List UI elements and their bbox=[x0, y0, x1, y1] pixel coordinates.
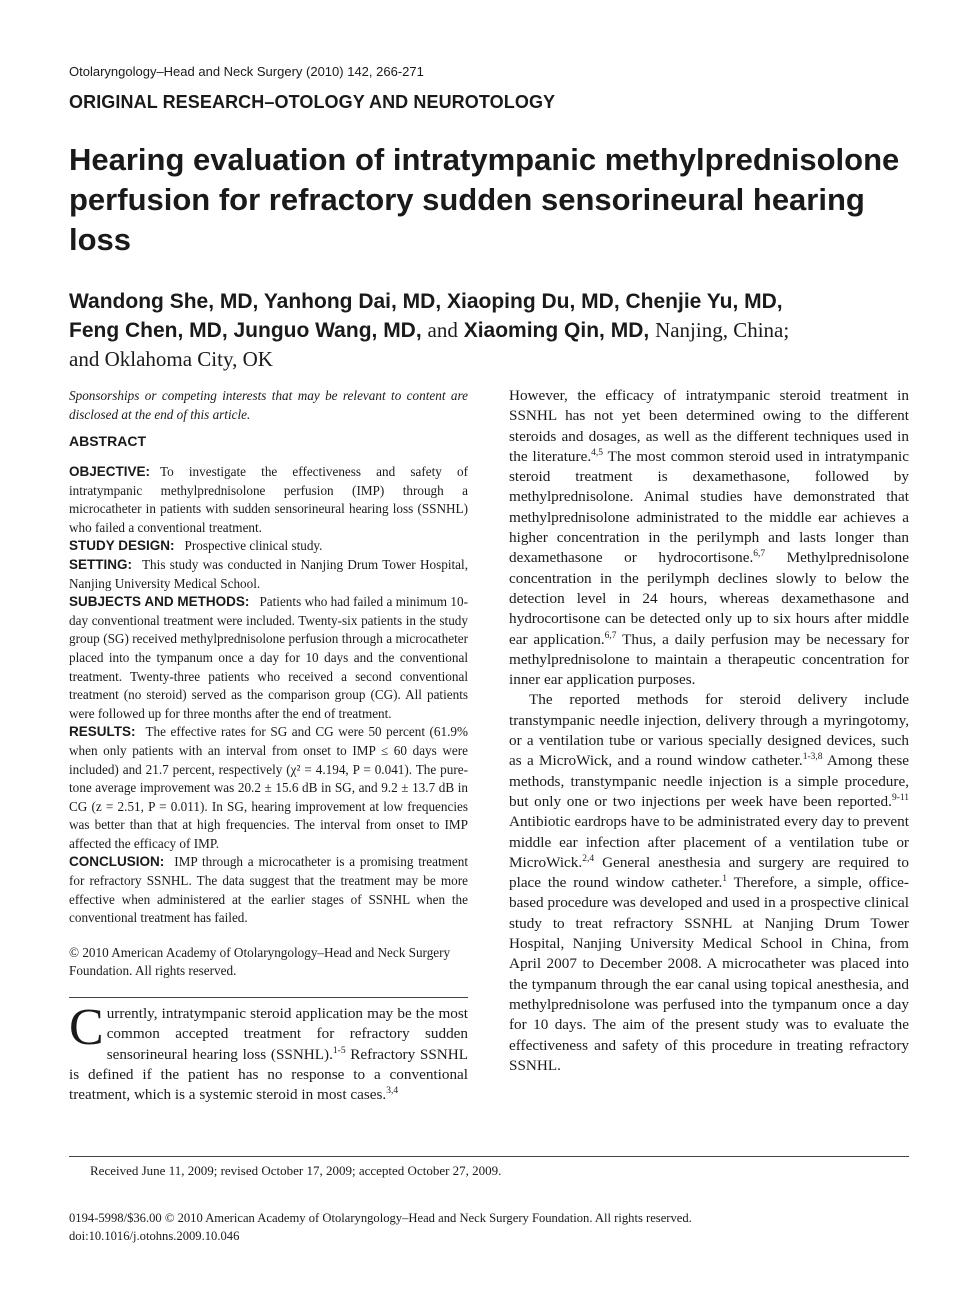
body-text: General anesthesia and surgery are required to place the round window catheter. bbox=[509, 853, 909, 892]
footer-divider bbox=[69, 1156, 909, 1157]
citation-ref: 1-5 bbox=[332, 1045, 346, 1056]
body-text: Antibiotic eardrops have to be administrated every day to prevent middle ear infection after placement of a ventilation tube or MicroWick. bbox=[509, 813, 909, 871]
citation-ref: 4,5 bbox=[591, 447, 603, 458]
body-text: Among these methods, transtympanic needle injection is a simple procedure, but only one or two injections per week have been reported. bbox=[509, 752, 909, 810]
abstract-text: The effective rates for SG and CG were 50 percent (61.9% when only patients with an interval from onset to IMP ≤ 60 days were included) and 21.7 percent, respectively (χ² = 4.194, P = 0.041). The pure-tone average improvement was 20.2 ± 15.6 dB in SG, and 9.2 ± 13.7 dB in CG (z = 2.51, P = 0.011). In SG, hearing improvement at low frequencies was better than that at high frequencies. The interval from onset to IMP affected the efficacy of IMP. bbox=[69, 724, 468, 851]
citation-ref: 9-11 bbox=[891, 792, 909, 803]
section-heading: ORIGINAL RESEARCH–OTOLOGY AND NEUROTOLOGY bbox=[69, 92, 556, 112]
abstract-study-design bbox=[69, 537, 468, 556]
body-paragraph-2 bbox=[509, 690, 909, 1076]
abstract-objective bbox=[69, 463, 468, 537]
doi-link[interactable]: doi:10.1016/j.otohns.2009.10.046 bbox=[69, 1229, 240, 1243]
body-text: Therefore, a simple, office-based procedure was developed and used in a prospective clinical study to treat refractory SSNHL at Nanjing Drum Tower Hospital, Nanjing University Medical School in China, from April 2007 to December 2008. A microcatheter was placed into the tympanum through the ear canal using topical anesthesia, and methylprednisolone was perfused into the tympanum once a day for 10 days. The aim of the present study was to evaluate the effectiveness and safety of this procedure in treating refractory SSNHL. bbox=[509, 874, 909, 1074]
abstract-heading: ABSTRACT bbox=[69, 433, 146, 449]
body-text: The reported methods for steroid delivery include transtympanic needle injection, delivery through a myringotomy, or a ventilation tube or various specially designed devices, such as a MicroWick, and a round window catheter. bbox=[509, 691, 909, 770]
body-text: Methylprednisolone concentration in the perilymph declines slowly to below the detection level in 24 hours, whereas dexamethasone and hydrocortisone can be detected only up to six hours after middle ear application. bbox=[509, 549, 910, 648]
copyright-notice: © 2010 American Academy of Otolaryngology–Head and Neck Surgery Foundation. All rights reserved. bbox=[69, 944, 451, 979]
abstract-results bbox=[69, 723, 468, 853]
citation-ref: 3,4 bbox=[386, 1086, 399, 1097]
journal-citation: Otolaryngology–Head and Neck Surgery (2010) 142, 266-271 bbox=[69, 64, 424, 79]
authors-line-2b: Xiaoming Qin, MD, bbox=[463, 319, 650, 342]
drop-cap: C bbox=[69, 999, 104, 1057]
body-paragraph-1 bbox=[509, 386, 909, 690]
citation-ref: 2,4 bbox=[582, 853, 595, 864]
received-dates: Received June 11, 2009; revised October 17, 2009; accepted October 27, 2009. bbox=[90, 1163, 502, 1178]
abstract-text: Prospective clinical study. bbox=[184, 538, 323, 554]
body-text: However, the efficacy of intratympanic steroid treatment in SSNHL has not yet been determined owing to the different steroids and dosages, as well as the different techniques used in the literature. bbox=[509, 387, 909, 465]
abstract-text: Patients who had failed a minimum 10-day conventional treatment were included. Twenty-six patients in the study group (SG) received methylprednisolone perfusion through a microcatheter placed into the tympanum once a day for 10 days and the conventional treatment. Twenty-three patients who received a second conventional treatment (no steroid) served as the comparison group (CG). All patients were followed up for three months after the end of treatment. bbox=[69, 594, 468, 721]
issn-copyright: 0194-5998/$36.00 © 2010 American Academy of Otolaryngology–Head and Neck Surgery Foundation. All rights reserved. bbox=[69, 1211, 692, 1225]
abstract-text: To investigate the effectiveness and safety of intratympanic methylprednisolone perfusion (IMP) through a microcatheter in patients with sudden sensorineural hearing loss (SSNHL) who failed a conventional treatment. bbox=[69, 464, 468, 535]
intro-text-2: Refractory SSNHL is defined if the patient has no response to a conventional treatment, which is a systemic steroid in most cases. bbox=[69, 1045, 468, 1104]
intro-text-1: urrently, intratympanic steroid application may be the most common accepted treatment for refractory sudden sensorineural hearing loss (SSNHL). bbox=[106, 1005, 468, 1063]
article-title: Hearing evaluation of intratympanic methylprednisolone perfusion for refractory sudden sensorineural hearing loss bbox=[69, 142, 900, 257]
authors-and: and bbox=[427, 318, 458, 342]
abstract-subjects-methods bbox=[69, 593, 468, 723]
abstract-label: SETTING: bbox=[69, 556, 132, 572]
abstract-text: IMP through a microcatheter is a promising treatment for refractory SSNHL. The data suggest that the treatment may be more effective when administered at the earlier stages of SSNHL when the conventional treatment has failed. bbox=[69, 854, 468, 926]
abstract-label: CONCLUSION: bbox=[69, 854, 165, 870]
abstract-label: RESULTS: bbox=[69, 724, 136, 740]
abstract-label: STUDY DESIGN: bbox=[69, 538, 175, 554]
column-divider bbox=[69, 997, 468, 998]
right-column bbox=[509, 386, 909, 1076]
intro-paragraph bbox=[69, 999, 468, 1105]
citation-ref: 6,7 bbox=[604, 630, 617, 641]
citation-ref: 1-3,8 bbox=[802, 752, 823, 763]
abstract-label: OBJECTIVE: bbox=[69, 464, 151, 479]
citation-ref: 1 bbox=[722, 874, 728, 885]
body-text: Thus, a daily perfusion may be necessary for methylprednisolone to maintain a therapeutic concentration for inner ear application purposes. bbox=[509, 630, 909, 689]
disclosure-note: Sponsorships or competing interests that may be relevant to content are disclosed at the end of this article. bbox=[69, 388, 468, 422]
abstract-conclusion bbox=[69, 853, 468, 927]
abstract-label: SUBJECTS AND METHODS: bbox=[69, 594, 250, 610]
citation-ref: 6,7 bbox=[753, 549, 766, 560]
body-text: The most common steroid used in intratympanic steroid treatment is dexamethasone, followed by methylprednisolone. Animal studies have demonstrated that methylprednisolone administrated to the middle ear achieves a higher concentration in the perilymph and lasts longer than dexamethasone or hydrocortisone. bbox=[509, 447, 910, 567]
authors-line-2a: Feng Chen, MD, Junguo Wang, MD, bbox=[69, 319, 422, 342]
abstract-setting bbox=[69, 556, 468, 593]
location-a: Nanjing, China; bbox=[655, 318, 790, 342]
abstract-text: This study was conducted in Nanjing Drum Tower Hospital, Nanjing University Medical School. bbox=[69, 556, 468, 591]
left-column bbox=[69, 386, 468, 1106]
author-list bbox=[69, 288, 929, 374]
location-b: and Oklahoma City, OK bbox=[69, 347, 273, 371]
authors-line-1: Wandong She, MD, Yanhong Dai, MD, Xiaoping Du, MD, Chenjie Yu, MD, bbox=[69, 290, 783, 313]
